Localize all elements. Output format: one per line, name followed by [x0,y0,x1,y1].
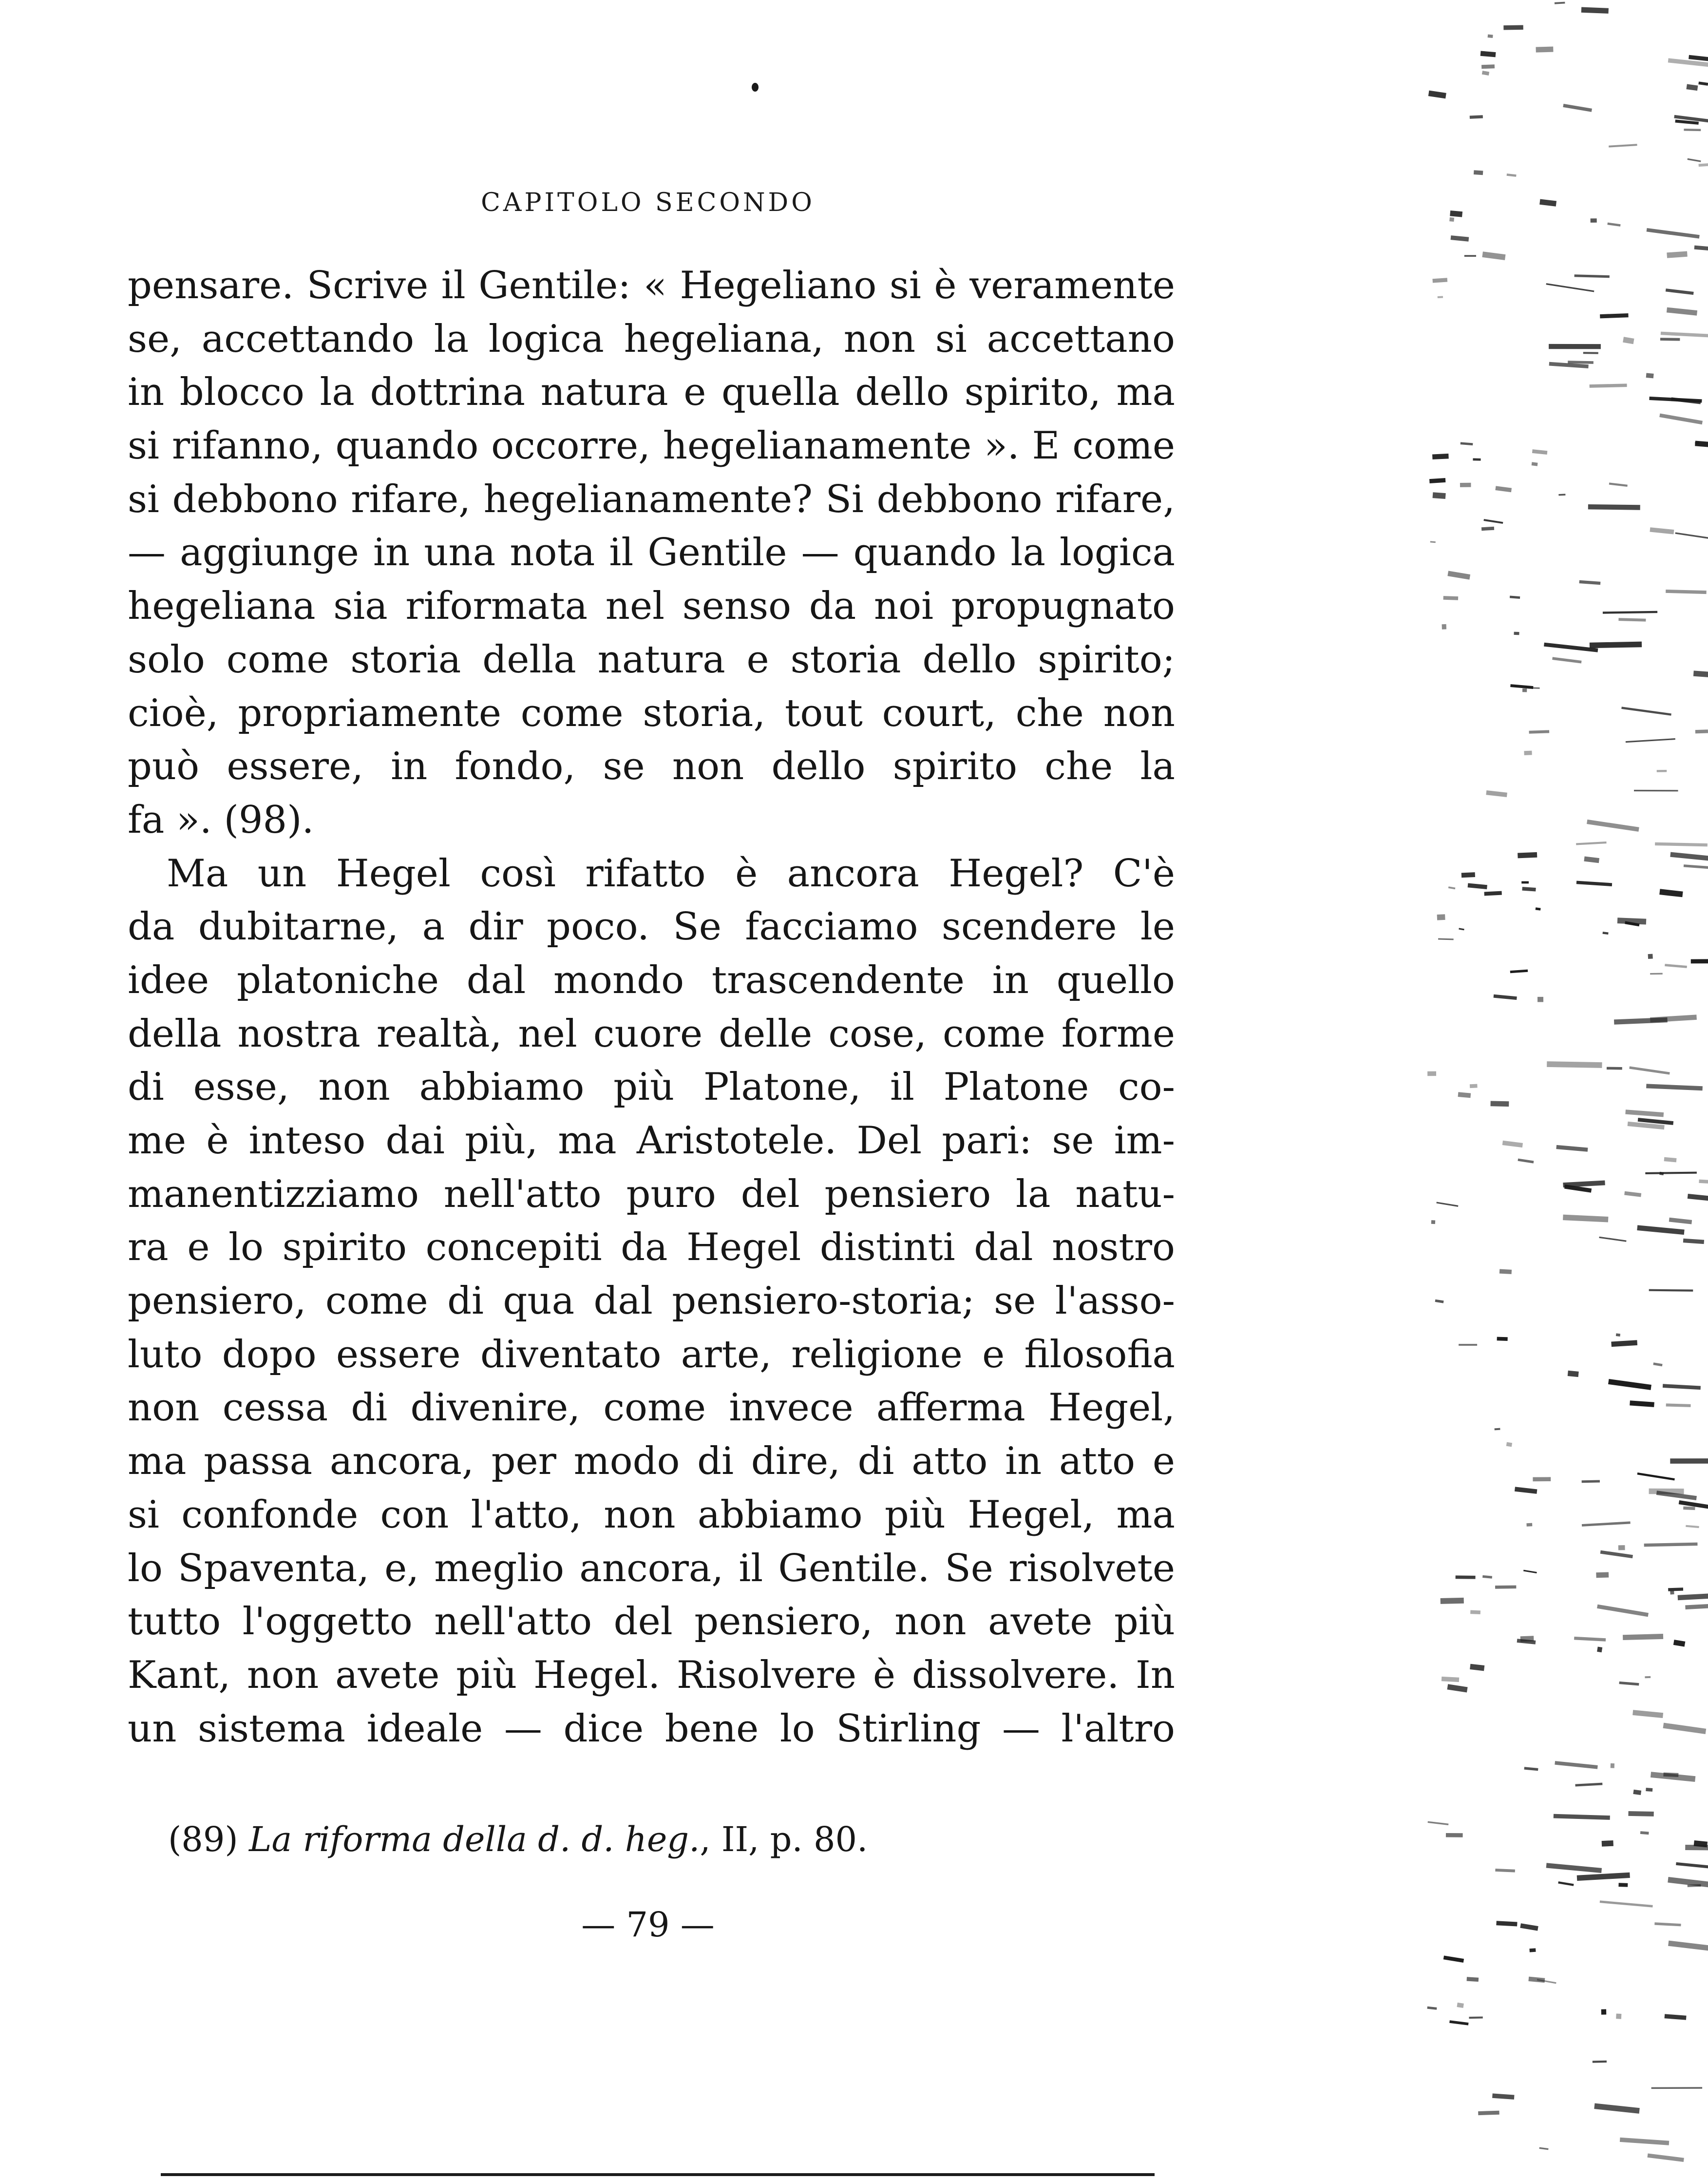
text-line: lo Spaventa, e, meglio ancora, il Gentile. Se risolvete [128,1546,1175,1590]
text-line: idee platoniche dal mondo trascendente in quello [128,958,1175,1002]
footnote [168,1815,1240,1864]
footnote-rest: , II, p. 80. [700,1819,868,1859]
text-line: da dubitarne, a dir poco. Se facciamo scendere le [128,905,1175,949]
text-line: Kant, non avete più Hegel. Risolvere è dissolvere. In [128,1653,1175,1697]
text-line: solo come storia della natura e storia dello spirito; [128,637,1175,682]
text-line: pensiero, come di qua dal pensiero-storia; se l'asso- [128,1279,1175,1323]
ink-dot [752,83,759,92]
page-number: — 79 — [581,1905,715,1945]
text-line: in blocco la dottrina natura e quella dello spirito, ma [128,370,1175,415]
footnote-number: (89) [168,1819,238,1859]
text-line: di esse, non abbiamo più Platone, il Platone co- [128,1065,1175,1109]
text-line: ma passa ancora, per modo di dire, di atto in atto e [128,1439,1175,1484]
text-line: si confonde con l'atto, non abbiamo più Hegel, ma [128,1492,1175,1537]
text-line: me è inteso dai più, ma Aristotele. Del pari: se im- [128,1119,1175,1163]
text-line: non cessa di divenire, come invece afferma Hegel, [128,1386,1175,1430]
text-line: ra e lo spirito concepiti da Hegel distinti dal nostro [128,1225,1175,1270]
text-line: cioè, propriamente come storia, tout court, che non [128,691,1175,735]
text-line: si rifanno, quando occorre, hegelianamente ». E come [128,424,1175,468]
text-line: tutto l'oggetto nell'atto del pensiero, non avete più [128,1600,1175,1644]
bottom-rule [161,2173,1155,2176]
text-line: Ma un Hegel così rifatto è ancora Hegel? C'è [167,851,1175,896]
text-line: si debbono rifare, hegelianamente? Si debbono rifare, [128,477,1175,521]
body-text [128,259,1175,1756]
footnote-title: La riforma della d. d. heg. [248,1819,700,1859]
text-line: può essere, in fondo, se non dello spirito che la [128,745,1175,789]
text-line: hegeliana sia riformata nel senso da noi propugnato [128,584,1175,629]
text-line: se, accettando la logica hegeliana, non si accettano [128,317,1175,361]
text-line: luto dopo essere diventato arte, religione e filosofia [128,1332,1175,1376]
text-line: fa ». (98). [128,798,314,842]
text-line: un sistema ideale — dice bene lo Stirling — l'altro [128,1706,1175,1751]
text-line: manentizziamo nell'atto puro del pensiero la natu- [128,1172,1175,1216]
text-line: della nostra realtà, nel cuore delle cose, come forme [128,1012,1175,1056]
text-line: — aggiunge in una nota il Gentile — quando la logica [128,531,1175,575]
scan-margin-noise [1418,0,1708,2179]
running-head: CAPITOLO SECONDO [481,188,815,217]
text-line: pensare. Scrive il Gentile: « Hegeliano si è veramente [128,264,1175,307]
